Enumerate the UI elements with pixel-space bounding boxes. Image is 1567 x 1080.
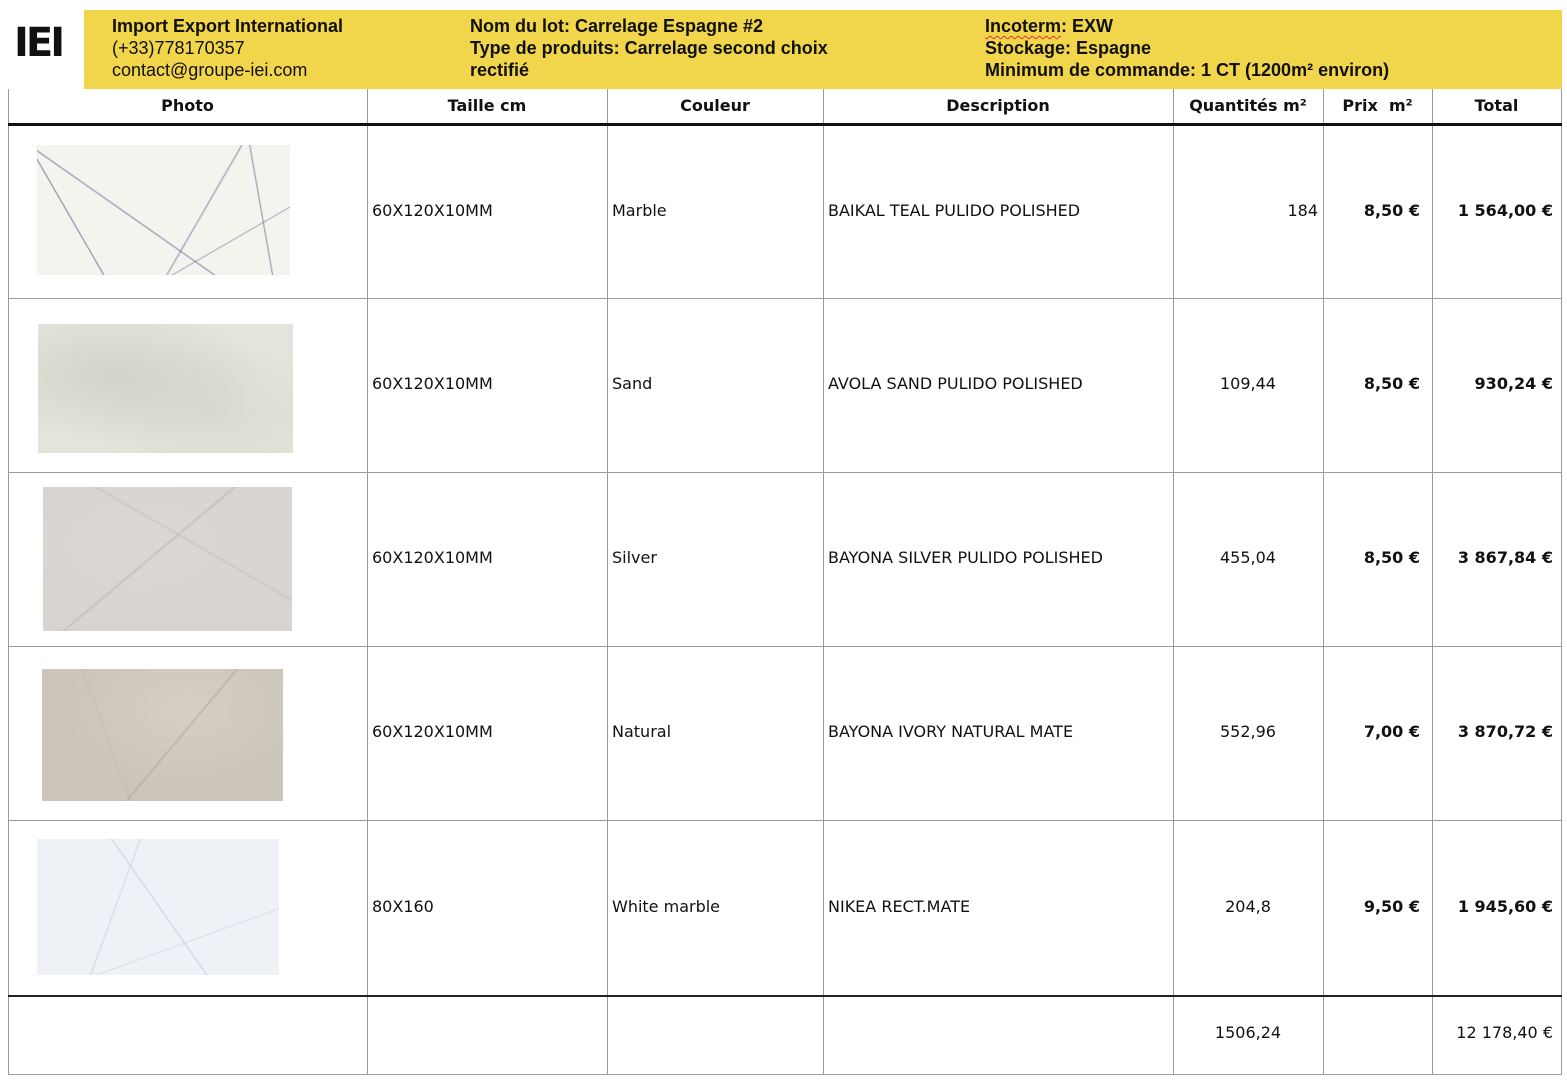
row-divider	[8, 646, 1562, 647]
grid-line	[823, 89, 824, 1075]
grid-line	[1561, 89, 1562, 1075]
column-header-color: Couleur	[680, 96, 750, 115]
table-cell-total: 3 870,72 €	[1457, 722, 1553, 741]
incoterm-label: Incoterm	[985, 16, 1062, 36]
incoterm-value: : EXW	[1061, 16, 1114, 36]
grid-line	[1432, 89, 1433, 1075]
table-cell-description: BAYONA SILVER PULIDO POLISHED	[828, 548, 1103, 567]
table-cell-quantity: 552,96	[1220, 722, 1276, 741]
table-cell-quantity: 109,44	[1220, 374, 1276, 393]
column-header-description: Description	[946, 96, 1050, 115]
table-cell-color: Marble	[612, 201, 667, 220]
table-cell-size: 60X120X10MM	[372, 201, 493, 220]
table-cell-color: Sand	[612, 374, 653, 393]
product-table	[8, 89, 1562, 1075]
header-divider	[8, 123, 1562, 126]
table-cell-quantity: 455,04	[1220, 548, 1276, 567]
table-cell-size: 60X120X10MM	[372, 722, 493, 741]
silver-tile-image	[43, 487, 292, 631]
table-cell-description: BAYONA IVORY NATURAL MATE	[828, 722, 1074, 741]
marble-tile-image	[37, 145, 290, 275]
row-divider	[8, 1074, 1562, 1075]
company-email: contact@groupe-iei.com	[112, 60, 308, 80]
company-name: Import Export International	[112, 16, 344, 36]
table-cell-description: AVOLA SAND PULIDO POLISHED	[828, 374, 1083, 393]
lot-info	[470, 15, 870, 81]
grid-line	[1173, 89, 1174, 1075]
grid-line	[1323, 89, 1324, 1075]
table-cell-color: Silver	[612, 548, 657, 567]
terms-info	[985, 15, 1389, 81]
totals-divider	[8, 995, 1562, 997]
minimum-order-line: Minimum de commande: 1 CT (1200m² environ)	[985, 60, 1390, 80]
white-marble-tile-image	[37, 839, 279, 975]
table-cell-price: 8,50 €	[1363, 374, 1420, 393]
company-logo: IEI	[14, 20, 63, 66]
table-cell-total: 930,24 €	[1474, 374, 1553, 393]
table-cell-size: 80X160	[372, 897, 434, 916]
table-cell-total: 1 945,60 €	[1457, 897, 1553, 916]
company-phone: (+33)778170357	[112, 38, 245, 58]
grand-total: 12 178,40 €	[1456, 1023, 1553, 1042]
table-cell-description: NIKEA RECT.MATE	[828, 897, 971, 916]
row-divider	[8, 472, 1562, 473]
column-header-total: Total	[1474, 96, 1519, 115]
row-divider	[8, 820, 1562, 821]
table-cell-price: 8,50 €	[1363, 201, 1420, 220]
grid-line	[8, 89, 9, 1075]
table-cell-quantity: 204,8	[1225, 897, 1271, 916]
product-type-continued: rectifié	[470, 60, 530, 80]
table-cell-price: 8,50 €	[1363, 548, 1420, 567]
table-cell-price: 9,50 €	[1363, 897, 1420, 916]
table-cell-total: 3 867,84 €	[1457, 548, 1553, 567]
column-header-price: Prix m²	[1342, 96, 1413, 115]
incoterm-line	[985, 15, 1389, 37]
table-cell-color: Natural	[612, 722, 672, 741]
column-header-quantity: Quantités m²	[1189, 96, 1307, 115]
grid-line	[607, 89, 608, 1075]
product-type: Type de produits: Carrelage second choix	[470, 38, 828, 58]
grid-line	[367, 89, 368, 1075]
column-header-size: Taille cm	[447, 96, 527, 115]
stockage-line: Stockage: Espagne	[985, 38, 1152, 58]
total-quantity: 1506,24	[1214, 1023, 1282, 1042]
table-cell-price: 7,00 €	[1363, 722, 1420, 741]
lot-name: Nom du lot: Carrelage Espagne #2	[470, 16, 764, 36]
table-cell-quantity: 184	[1287, 201, 1318, 220]
column-header-photo: Photo	[161, 96, 214, 115]
sand-tile-image	[38, 324, 293, 453]
table-cell-size: 60X120X10MM	[372, 548, 493, 567]
company-info	[112, 15, 343, 81]
table-cell-total: 1 564,00 €	[1457, 201, 1553, 220]
table-cell-description: BAIKAL TEAL PULIDO POLISHED	[828, 201, 1081, 220]
table-cell-color: White marble	[612, 897, 721, 916]
row-divider	[8, 298, 1562, 299]
natural-tile-image	[42, 669, 283, 801]
table-cell-size: 60X120X10MM	[372, 374, 493, 393]
